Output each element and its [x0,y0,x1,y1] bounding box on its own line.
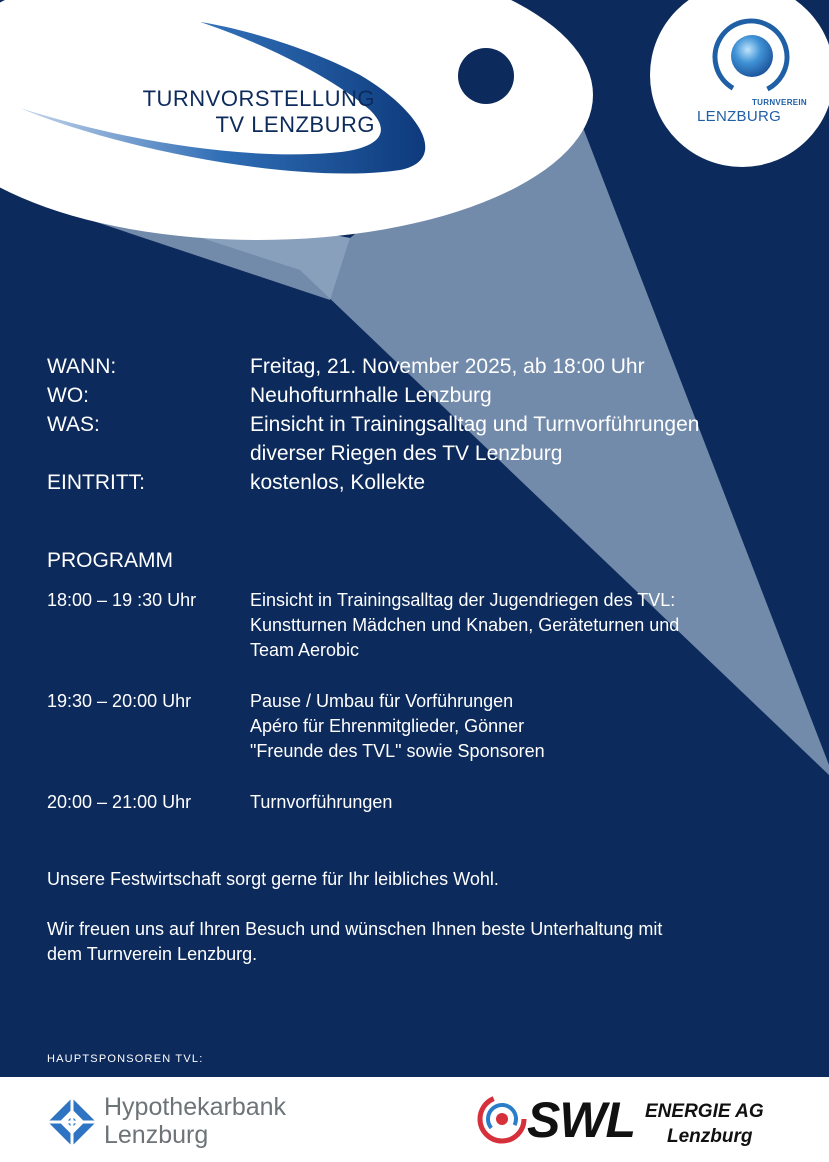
closing-line-2: dem Turnverein Lenzburg. [47,944,258,964]
festwirtschaft-highlight: Festwirtschaft [110,869,222,889]
was-value-line-1: Einsicht in Trainingsalltag und Turnvorführungen [250,413,700,436]
program-desc-3-line-1: Turnvorführungen [250,792,393,812]
logo-ball [731,35,773,77]
wann-value: Freitag, 21. November 2025, ab 18:00 Uhr [250,355,645,378]
wann-label: WANN: [47,355,117,378]
hypothekarbank-line-1: Hypothekarbank [104,1093,287,1121]
program-desc-3 [250,790,790,815]
eintritt-label: EINTRITT: [47,471,145,494]
program-desc-2-line-2: Apéro für Ehrenmitglieder, Gönner [250,716,525,736]
program-time-2: 19:30 – 20:00 Uhr [47,691,192,711]
festwirtschaft-text [47,867,787,892]
program-desc-1-line-2: Kunstturnen Mädchen und Knaben, Geräteturnen und [250,615,680,635]
program-desc-1-post: der Jugendriegen des TVL: [453,590,676,610]
closing-text [47,917,787,967]
was-value-line-2: diverser Riegen des TV Lenzburg [250,442,563,465]
swoosh-ball [458,48,514,104]
logo-text-turnverein: TURNVEREIN [752,98,808,107]
closing-line-1: Wir freuen uns auf Ihren Besuch und wünschen Ihnen beste Unterhaltung mit [47,919,663,939]
eintritt-value: kostenlos, Kollekte [250,471,426,494]
festwirtschaft-pre: Unsere [47,869,111,889]
program-time-1: 18:00 – 19 :30 Uhr [47,590,197,610]
hypothekarbank-name [104,1093,286,1149]
hypothekarbank-logo-icon [47,1097,97,1147]
program-time-3: 20:00 – 21:00 Uhr [47,792,192,812]
logo-text-lenzburg: LENZBURG [697,108,782,125]
program-desc-2-line-3: "Freunde des TVL" sowie Sponsoren [250,741,545,761]
swl-energie: ENERGIE AG [645,1101,764,1122]
sponsor-label: HAUPTSPONSOREN TVL: [47,1053,204,1065]
swl-name: SWL [527,1092,636,1148]
event-title [100,86,375,138]
was-label: WAS: [47,413,100,436]
title-line-2: TV LENZBURG [215,112,375,137]
hypothekarbank-line-2: Lenzburg [104,1121,209,1149]
swl-lenzburg: Lenzburg [667,1126,753,1147]
wo-value: Neuhofturnhalle Lenzburg [250,384,492,407]
swl-logo-icon [480,1097,524,1141]
program-desc-1-line-1 [250,588,790,613]
program-desc-1-pre: Einsicht in [250,590,338,610]
wo-label: WO: [47,384,89,407]
program-desc-1-highlight: Trainingsalltag [337,590,454,610]
program-desc-1-line-3: Team Aerobic [250,640,360,660]
programm-heading: PROGRAMM [47,549,173,572]
title-line-1: TURNVORSTELLUNG [142,86,375,111]
program-desc-2 [250,689,790,764]
festwirtschaft-post: sorgt gerne für Ihr leibliches Wohl. [221,869,499,889]
program-desc-2-line-1: Pause / Umbau für Vorführungen [250,691,514,711]
program-desc-1 [250,588,790,663]
